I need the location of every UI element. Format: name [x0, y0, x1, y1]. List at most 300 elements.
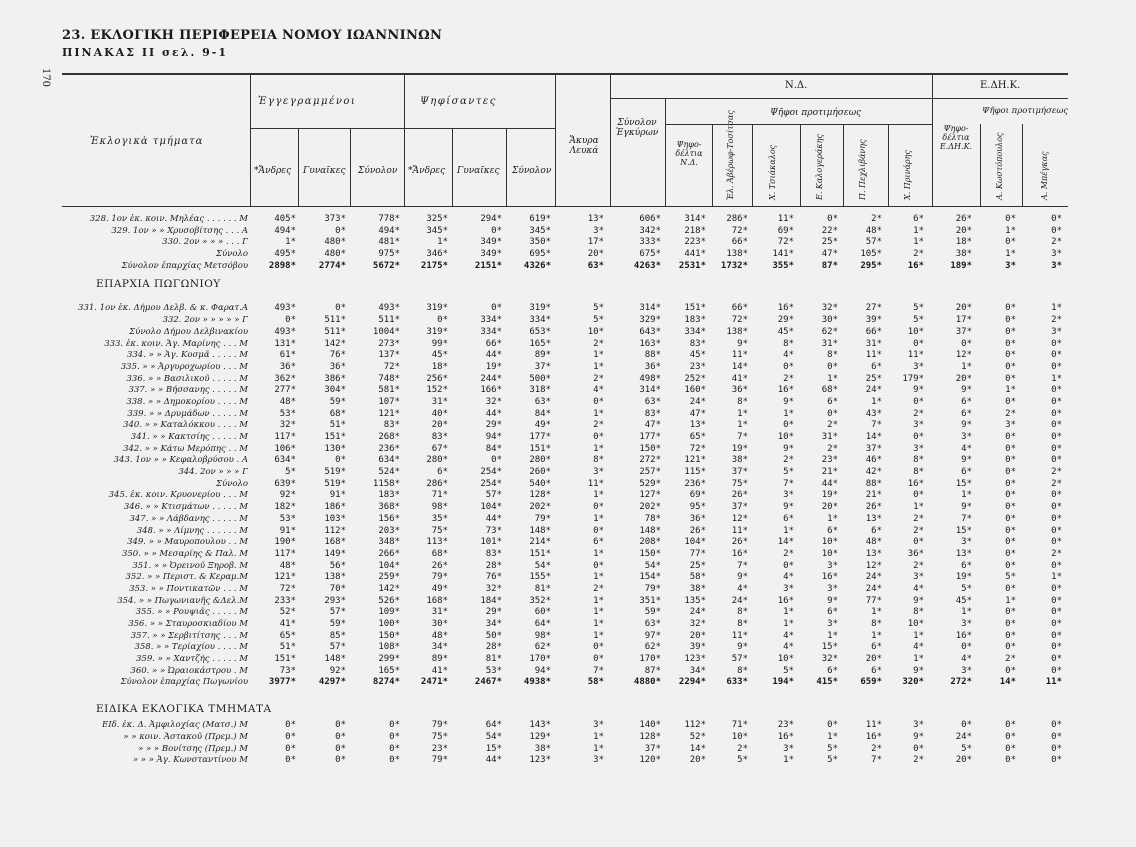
table-cell: 2*	[913, 525, 924, 536]
table-cell: 8274*	[372, 677, 400, 688]
table-cell: 83*	[644, 408, 661, 419]
table-cell: 24*	[689, 396, 706, 407]
table-cell: 0*	[1051, 502, 1062, 513]
table-cell: 334*	[480, 326, 502, 337]
table-cell: 1*	[1051, 373, 1062, 384]
table-cell: 0*	[1051, 720, 1062, 731]
table-cell: 202*	[529, 502, 551, 513]
table-cell: 1*	[783, 619, 794, 629]
table-cell: 5*	[913, 303, 924, 314]
table-cell: 32*	[485, 583, 502, 594]
table-cell: 121*	[378, 408, 400, 419]
table-cell: 54*	[485, 731, 502, 742]
row-label: 352. » » Περιστ. & Κεραμ.Μ	[125, 572, 248, 583]
table-cell: 23*	[821, 455, 838, 466]
table-cell: 26*	[865, 502, 882, 513]
table-row	[0, 214, 1136, 226]
table-cell: 2*	[593, 338, 604, 349]
table-cell: 0*	[1051, 396, 1062, 407]
table-cell: 4297*	[318, 677, 346, 688]
table-cell: 0*	[1051, 755, 1062, 766]
table-cell: 0*	[593, 432, 604, 442]
table-cell: 272*	[639, 455, 661, 466]
table-cell: 32*	[485, 396, 502, 407]
table-cell: 14*	[865, 432, 882, 442]
table-cell: 1*	[1051, 572, 1062, 583]
col-rule	[712, 124, 713, 206]
table-cell: 117*	[274, 548, 296, 559]
table-cell: 3*	[961, 665, 972, 676]
table-cell: 24*	[731, 595, 748, 606]
table-cell: 6*	[593, 537, 604, 548]
table-cell: 259*	[378, 572, 400, 583]
row-label: Σύνολον ἐπαρχίας Μετσόβου	[121, 260, 248, 271]
table-cell: 7*	[961, 513, 972, 524]
table-cell: 4*	[961, 654, 972, 665]
table-cell: 20*	[955, 755, 972, 766]
table-cell: 165*	[529, 338, 551, 349]
table-cell: 10*	[821, 537, 838, 548]
table-cell: 75*	[731, 478, 748, 489]
table-cell: 48*	[431, 630, 448, 641]
table-cell: 4*	[783, 350, 794, 361]
col-rule	[980, 124, 981, 206]
table-cell: 280*	[529, 455, 551, 466]
table-cell: 0*	[1051, 350, 1062, 361]
table-cell: 1*	[593, 595, 604, 606]
table-cell: 0*	[1005, 478, 1016, 489]
table-cell: 25*	[865, 373, 882, 384]
table-cell: 511*	[378, 315, 400, 326]
table-cell: 0*	[335, 225, 346, 236]
table-cell: 277*	[274, 385, 296, 396]
page-number: 170	[40, 67, 52, 88]
table-cell: 46*	[865, 455, 882, 466]
table-cell: 6*	[827, 396, 838, 407]
table-cell: 3*	[593, 755, 604, 766]
row-label: 328. 1ον ἐκ. κοιν. Μηλέας . . . . . . Μ	[89, 214, 248, 224]
header-nd: Ν.Δ.	[785, 80, 808, 91]
table-cell: 53*	[279, 513, 296, 524]
table-cell: 8*	[913, 607, 924, 618]
table-row	[0, 455, 1136, 467]
table-cell: 0*	[1005, 455, 1016, 466]
table-cell: 1*	[961, 607, 972, 618]
table-cell: 643*	[639, 326, 661, 337]
row-label: 335. » » Ἀργυροχωρίου . . . Μ	[120, 361, 248, 372]
table-cell: 1*	[1005, 385, 1016, 396]
table-cell: 38*	[689, 583, 706, 594]
table-cell: 0*	[491, 225, 502, 236]
table-cell: 38*	[731, 455, 748, 466]
table-cell: 0*	[783, 560, 794, 571]
table-cell: 0*	[285, 755, 296, 766]
table-cell: 127*	[639, 490, 661, 501]
table-cell: 5672*	[372, 260, 400, 271]
table-cell: 14*	[999, 677, 1016, 688]
section-title-text: ΕΙΔΙΚΑ ΕΚΛΟΓΙΚΑ ΤΜΗΜΑΤΑ	[96, 703, 272, 716]
row-label: 348. » » Λίμνης . . . . . . Μ	[136, 525, 248, 536]
table-cell: 1*	[871, 630, 882, 641]
table-cell: 63*	[587, 260, 604, 271]
table-cell: 88*	[644, 350, 661, 361]
table-cell: 26*	[689, 525, 706, 536]
table-cell: 97*	[644, 630, 661, 641]
table-cell: 37*	[731, 467, 748, 478]
table-cell: 29*	[485, 420, 502, 431]
table-cell: 163*	[639, 338, 661, 349]
table-cell: 6*	[437, 467, 448, 478]
table-cell: 304*	[324, 385, 346, 396]
table-cell: 186*	[324, 502, 346, 513]
row-label: 337. » » Βήσσανης . . . . . Μ	[128, 385, 248, 396]
table-cell: 27*	[865, 303, 882, 314]
table-cell: 1*	[285, 237, 296, 248]
table-cell: 236*	[684, 478, 706, 489]
table-row	[0, 226, 1136, 238]
table-cell: 184*	[480, 595, 502, 606]
table-cell: 68*	[431, 548, 448, 559]
table-cell: 24*	[865, 572, 882, 583]
header-voted: Ψηφίσαντες	[420, 96, 497, 107]
table-cell: 266*	[378, 548, 400, 559]
table-cell: 345*	[426, 225, 448, 236]
table-row	[0, 444, 1136, 456]
table-cell: 69*	[777, 225, 794, 236]
table-cell: 31*	[821, 338, 838, 349]
table-cell: 0*	[491, 455, 502, 466]
header-edik-candidate-2: Α. Μπέγκας	[1040, 151, 1049, 200]
table-cell: 16*	[955, 630, 972, 641]
table-cell: 66*	[485, 338, 502, 349]
table-cell: 155*	[529, 572, 551, 583]
table-cell: 350*	[529, 237, 551, 248]
table-cell: 31*	[431, 396, 448, 407]
table-cell: 150*	[378, 630, 400, 641]
table-cell: 0*	[1051, 731, 1062, 742]
table-cell: 415*	[816, 677, 838, 688]
table-cell: 95*	[689, 502, 706, 513]
table-cell: 9*	[961, 455, 972, 466]
header-sections-label: Ἐκλογικὰ τμήματα	[90, 136, 204, 147]
table-cell: 99*	[431, 338, 448, 349]
table-cell: 294*	[480, 214, 502, 224]
table-cell: 183*	[684, 315, 706, 326]
table-cell: 975*	[378, 249, 400, 260]
table-cell: 6*	[871, 361, 882, 372]
table-cell: 141*	[772, 249, 794, 260]
table-cell: 7*	[593, 665, 604, 676]
table-cell: 20*	[431, 420, 448, 431]
table-cell: 519*	[324, 478, 346, 489]
section-title	[0, 697, 1136, 720]
table-cell: 40*	[431, 408, 448, 419]
header-nd-candidate-2: Χ. Τσιάκαλος	[768, 144, 777, 200]
table-cell: 511*	[324, 326, 346, 337]
table-cell: 98*	[534, 630, 551, 641]
table-cell: 23*	[777, 720, 794, 731]
table-cell: 244*	[480, 373, 502, 384]
table-cell: 0*	[1051, 560, 1062, 571]
table-cell: 2467*	[474, 677, 502, 688]
table-cell: 189*	[950, 260, 972, 271]
table-cell: 11*	[865, 720, 882, 731]
table-cell: 0*	[1051, 214, 1062, 224]
col-rule	[843, 124, 844, 206]
col-rule	[452, 128, 453, 206]
table-row	[0, 479, 1136, 491]
table-cell: 10*	[777, 432, 794, 442]
table-cell: 98*	[431, 502, 448, 513]
table-cell: 0*	[285, 731, 296, 742]
table-cell: 3*	[827, 619, 838, 629]
table-cell: 493*	[274, 326, 296, 337]
table-cell: 16*	[821, 572, 838, 583]
table-cell: 1*	[593, 408, 604, 419]
table-cell: 31*	[431, 607, 448, 618]
table-cell: 0*	[1005, 361, 1016, 372]
row-label: Σύνολο Δήμου Δελβινακίου	[129, 326, 248, 337]
table-cell: 441*	[684, 249, 706, 260]
table-cell: 6*	[961, 560, 972, 571]
table-cell: 2*	[1051, 467, 1062, 478]
table-cell: 104*	[480, 502, 502, 513]
table-cell: 319*	[426, 303, 448, 314]
table-cell: 106*	[274, 443, 296, 454]
data-table-body	[0, 214, 1136, 767]
table-cell: 41*	[731, 373, 748, 384]
table-cell: 19*	[955, 572, 972, 583]
table-cell: 1*	[593, 548, 604, 559]
table-cell: 2*	[1005, 408, 1016, 419]
table-cell: 346*	[426, 249, 448, 260]
table-cell: 11*	[731, 630, 748, 641]
table-cell: 148*	[639, 525, 661, 536]
table-cell: 1*	[593, 572, 604, 583]
table-cell: 94*	[534, 665, 551, 676]
table-cell: 6*	[827, 607, 838, 618]
table-cell: 659*	[860, 677, 882, 688]
table-cell: 511*	[324, 315, 346, 326]
table-cell: 5*	[913, 315, 924, 326]
table-row	[0, 249, 1136, 261]
table-cell: 19*	[821, 490, 838, 501]
table-cell: 115*	[684, 467, 706, 478]
table-cell: 45*	[431, 350, 448, 361]
table-cell: 0*	[335, 455, 346, 466]
table-cell: 9*	[961, 502, 972, 513]
table-cell: 0*	[593, 642, 604, 653]
table-cell: 334*	[529, 315, 551, 326]
table-cell: 0*	[1005, 237, 1016, 248]
table-cell: 0*	[285, 315, 296, 326]
table-cell: 0*	[1051, 525, 1062, 536]
table-cell: 60*	[534, 607, 551, 618]
table-cell: 16*	[907, 260, 924, 271]
table-cell: 73*	[279, 665, 296, 676]
table-cell: 352*	[529, 595, 551, 606]
header-total-voted: Σύνολον	[512, 166, 552, 176]
table-row	[0, 502, 1136, 514]
table-row	[0, 350, 1136, 362]
table-cell: 2*	[1051, 237, 1062, 248]
table-cell: 135*	[684, 595, 706, 606]
table-cell: 143*	[529, 720, 551, 731]
table-cell: 2531*	[678, 260, 706, 271]
row-label: 354. » » Πωγωνιανῆς &Δελ.Μ	[117, 595, 248, 606]
table-cell: 203*	[378, 525, 400, 536]
table-cell: 103*	[324, 513, 346, 524]
table-cell: 62*	[534, 642, 551, 653]
table-cell: 9*	[783, 502, 794, 513]
table-cell: 318*	[529, 385, 551, 396]
table-cell: 53*	[279, 408, 296, 419]
table-cell: 20*	[955, 303, 972, 314]
table-cell: 54*	[644, 560, 661, 571]
table-cell: 51*	[279, 642, 296, 653]
table-cell: 405*	[274, 214, 296, 224]
col-rule	[932, 75, 933, 206]
table-cell: 113*	[426, 537, 448, 548]
table-cell: 3*	[961, 432, 972, 442]
table-cell: 0*	[1051, 490, 1062, 501]
table-cell: 0*	[1005, 303, 1016, 314]
col-rule	[250, 75, 251, 206]
row-label: » » κοιν. Ἀστακοῦ (Πρεμ.) Μ	[123, 731, 248, 742]
table-cell: 3*	[827, 560, 838, 571]
table-cell: 314*	[639, 303, 661, 314]
table-cell: 3*	[783, 583, 794, 594]
table-cell: 0*	[1051, 338, 1062, 349]
table-cell: 3*	[1051, 326, 1062, 337]
table-cell: 41*	[279, 619, 296, 629]
table-cell: 0*	[1005, 326, 1016, 337]
table-cell: 52*	[689, 731, 706, 742]
table-cell: 1*	[1005, 595, 1016, 606]
table-cell: 526*	[378, 595, 400, 606]
table-row	[0, 409, 1136, 421]
table-cell: 0*	[913, 490, 924, 501]
table-cell: 373*	[324, 214, 346, 224]
table-cell: 0*	[491, 303, 502, 314]
table-cell: 1*	[783, 607, 794, 618]
table-cell: 2*	[827, 443, 838, 454]
table-cell: 34*	[689, 665, 706, 676]
table-cell: 18*	[431, 361, 448, 372]
table-cell: 81*	[534, 583, 551, 594]
col-rule	[298, 128, 299, 206]
table-cell: 233*	[274, 595, 296, 606]
table-cell: 8*	[737, 619, 748, 629]
table-cell: 151*	[274, 654, 296, 665]
table-cell: 121*	[274, 572, 296, 583]
table-row	[0, 572, 1136, 584]
table-cell: 0*	[1051, 595, 1062, 606]
table-cell: 88*	[865, 478, 882, 489]
table-cell: 0*	[913, 432, 924, 442]
table-cell: 123*	[684, 654, 706, 665]
table-cell: 138*	[726, 249, 748, 260]
table-cell: 20*	[865, 654, 882, 665]
table-cell: 0*	[1005, 630, 1016, 641]
table-cell: 12*	[731, 513, 748, 524]
table-cell: 89*	[431, 654, 448, 665]
table-cell: 11*	[731, 525, 748, 536]
table-cell: 481*	[378, 237, 400, 248]
table-cell: 168*	[324, 537, 346, 548]
table-cell: 0*	[783, 420, 794, 431]
table-row	[0, 654, 1136, 666]
table-cell: 0*	[389, 743, 400, 754]
table-cell: 170*	[529, 654, 551, 665]
table-cell: 83*	[431, 432, 448, 442]
row-label: 340. » » Καταλόκκου . . . . Μ	[123, 420, 248, 431]
table-row	[0, 631, 1136, 643]
table-cell: 6*	[913, 214, 924, 224]
header-nd-candidate-3: Ε. Καλογεράκης	[815, 134, 824, 200]
table-cell: 81*	[485, 654, 502, 665]
header-edik-candidate-1: Α. Κωστόπουλος	[995, 132, 1004, 200]
table-cell: 0*	[1005, 642, 1016, 653]
table-cell: 329*	[639, 315, 661, 326]
table-cell: 1*	[737, 420, 748, 431]
table-cell: 480*	[324, 249, 346, 260]
table-cell: 2*	[593, 373, 604, 384]
table-cell: 606*	[639, 214, 661, 224]
table-cell: 79*	[431, 720, 448, 731]
table-cell: 11*	[865, 350, 882, 361]
table-cell: 85*	[329, 630, 346, 641]
col-rule	[1022, 124, 1023, 206]
table-cell: 2471*	[420, 677, 448, 688]
table-row	[0, 490, 1136, 502]
table-cell: 6*	[961, 408, 972, 419]
table-cell: 3*	[961, 619, 972, 629]
table-cell: 0*	[1005, 720, 1016, 731]
table-cell: 0*	[335, 743, 346, 754]
table-cell: 9*	[737, 572, 748, 583]
table-cell: 77*	[689, 548, 706, 559]
table-cell: 2*	[913, 755, 924, 766]
table-cell: 83*	[383, 420, 400, 431]
table-cell: 581*	[378, 385, 400, 396]
table-cell: 48*	[865, 537, 882, 548]
table-cell: 71*	[731, 720, 748, 731]
table-cell: 142*	[378, 583, 400, 594]
table-cell: 31*	[821, 432, 838, 442]
row-label: 329. 1ον » » Χρυσοβίτσης . . . Α	[111, 225, 248, 236]
table-row	[0, 374, 1136, 386]
table-cell: 0*	[1005, 619, 1016, 629]
table-cell: 16*	[907, 478, 924, 489]
table-cell: 633*	[726, 677, 748, 688]
table-cell: 0*	[1005, 443, 1016, 454]
table-cell: 0*	[827, 361, 838, 372]
table-cell: 286*	[726, 214, 748, 224]
table-cell: 0*	[1005, 755, 1016, 766]
table-cell: 314*	[684, 214, 706, 224]
row-label: 356. » » Σταυροσκιαδίου Μ	[128, 619, 248, 629]
table-cell: 79*	[644, 583, 661, 594]
table-cell: 8*	[913, 455, 924, 466]
table-cell: 170*	[639, 654, 661, 665]
table-cell: 1158*	[372, 478, 400, 489]
row-label: 332. 2ον » » » » » Γ	[162, 315, 248, 326]
table-cell: 639*	[274, 478, 296, 489]
table-cell: 2*	[593, 583, 604, 594]
table-cell: 24*	[865, 583, 882, 594]
table-cell: 2*	[593, 420, 604, 431]
